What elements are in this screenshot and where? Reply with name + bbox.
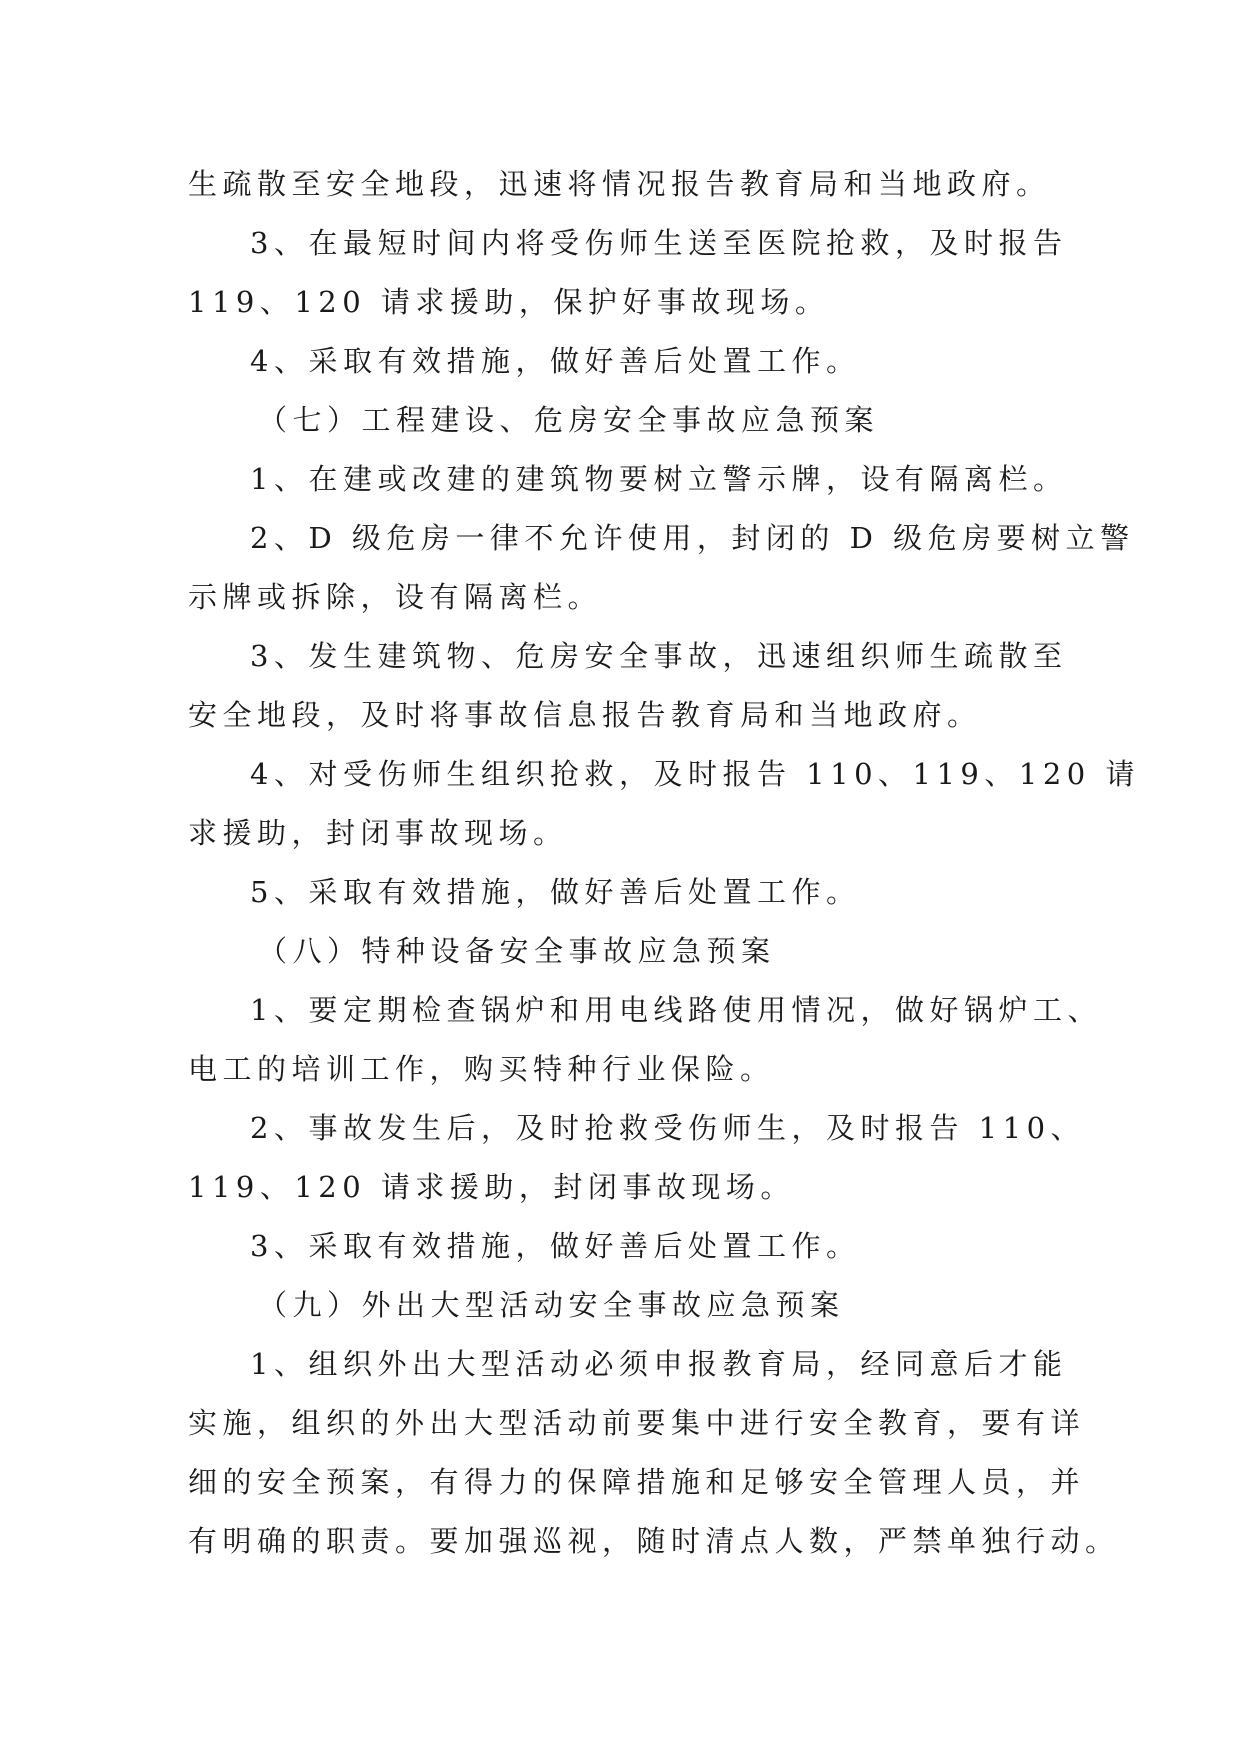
text-line: 3、发生建筑物、危房安全事故，迅速组织师生疏散至	[250, 639, 1068, 673]
text-line: 119、120 请求援助，保护好事故现场。	[188, 285, 830, 319]
text-line: 细的安全预案，有得力的保障措施和足够安全管理人员，并	[188, 1465, 1086, 1499]
section-heading: （八）特种设备安全事故应急预案	[258, 934, 776, 968]
text-line: 生疏散至安全地段，迅速将情况报告教育局和当地政府。	[188, 167, 1051, 201]
section-heading: （七）工程建设、危房安全事故应急预案	[258, 403, 880, 437]
text-line: 1、要定期检查锅炉和用电线路使用情况，做好锅炉工、	[250, 993, 1102, 1027]
section-heading: （九）外出大型活动安全事故应急预案	[258, 1288, 845, 1322]
text-line: 2、D 级危房一律不允许使用，封闭的 D 级危房要树立警	[250, 521, 1135, 555]
text-line: 2、事故发生后，及时抢救受伤师生，及时报告 110、	[250, 1111, 1086, 1145]
text-line: 求援助，封闭事故现场。	[188, 816, 568, 850]
text-line: 4、对受伤师生组织抢救，及时报告 110、119、120 请	[250, 757, 1140, 791]
text-line: 5、采取有效措施，做好善后处置工作。	[250, 875, 861, 909]
text-line: 4、采取有效措施，做好善后处置工作。	[250, 344, 861, 378]
text-line: 3、在最短时间内将受伤师生送至医院抢救，及时报告	[250, 226, 1068, 260]
text-line: 电工的培训工作，购买特种行业保险。	[188, 1052, 775, 1086]
text-line: 119、120 请求援助，封闭事故现场。	[188, 1170, 795, 1204]
text-line: 1、组织外出大型活动必须申报教育局，经同意后才能	[250, 1347, 1068, 1381]
text-line: 有明确的职责。要加强巡视，随时清点人数，严禁单独行动。	[188, 1524, 1120, 1558]
text-line: 3、采取有效措施，做好善后处置工作。	[250, 1229, 861, 1263]
text-line: 1、在建或改建的建筑物要树立警示牌，设有隔离栏。	[250, 462, 1068, 496]
text-line: 安全地段，及时将事故信息报告教育局和当地政府。	[188, 698, 982, 732]
text-line: 实施，组织的外出大型活动前要集中进行安全教育，要有详	[188, 1406, 1086, 1440]
text-line: 示牌或拆除，设有隔离栏。	[188, 580, 603, 614]
